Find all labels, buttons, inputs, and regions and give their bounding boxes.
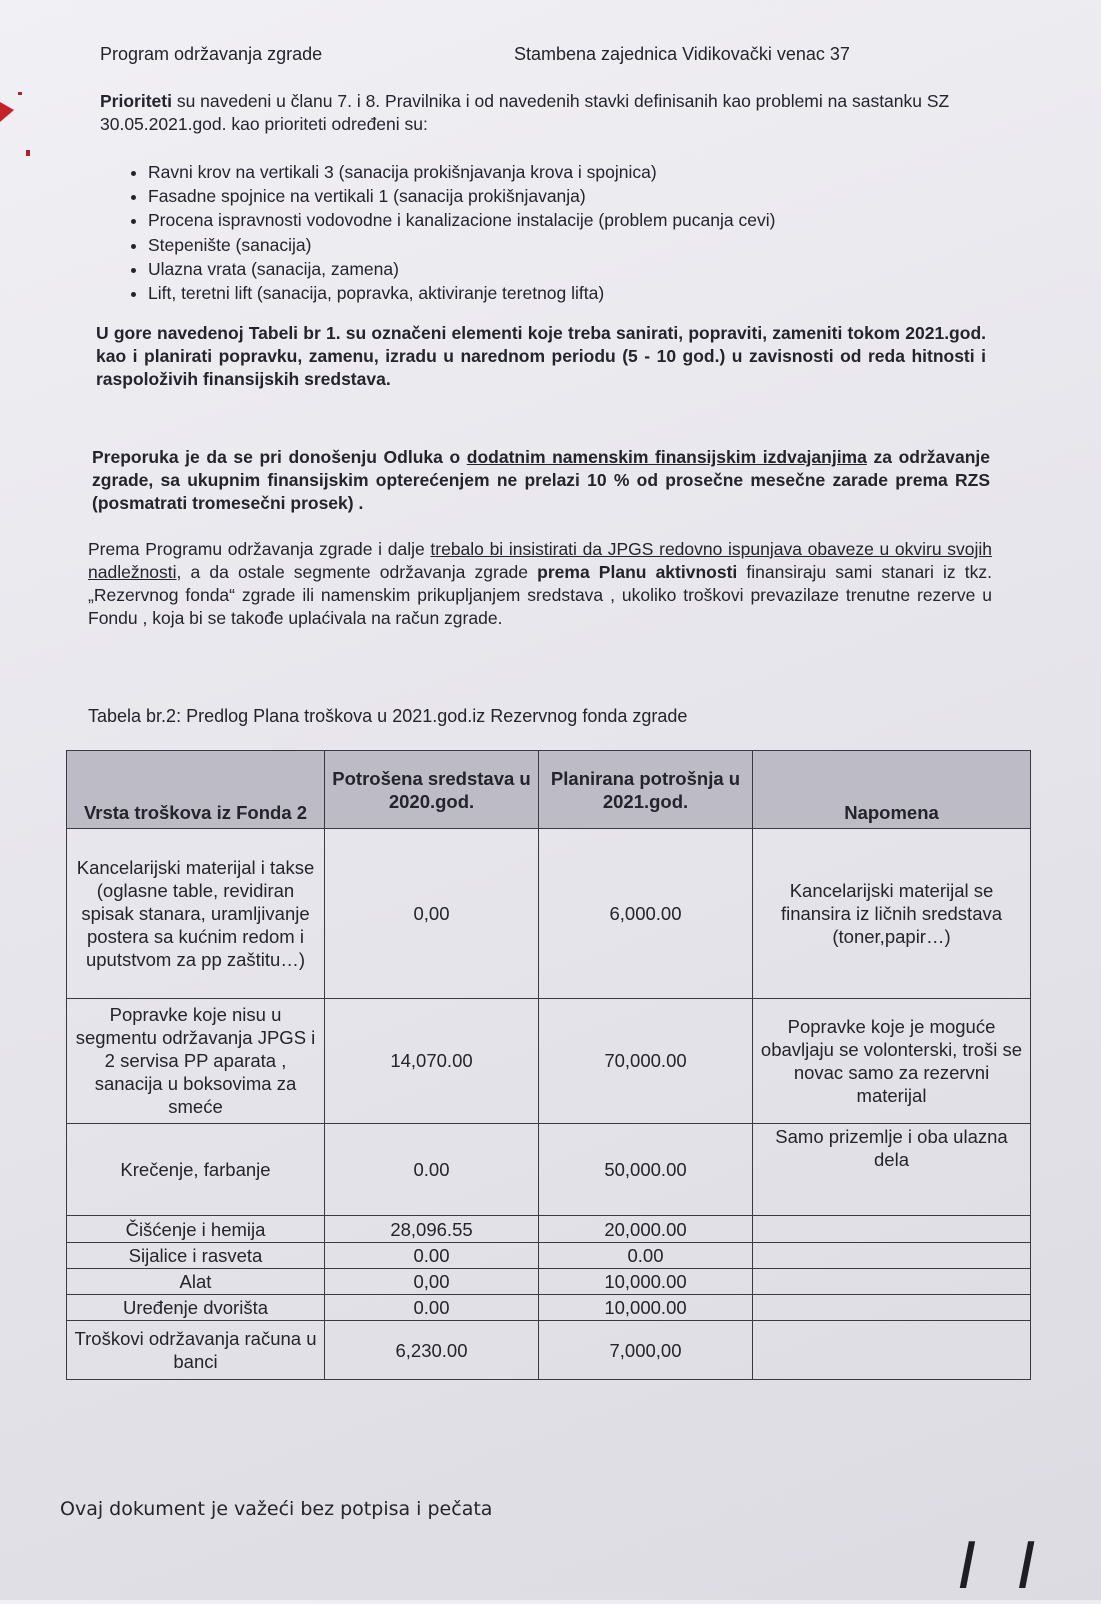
table-row bbox=[67, 1216, 1031, 1242]
header-left: Program održavanja zgrade bbox=[100, 44, 323, 64]
recommendation-underlined: dodatnim namenskim finansijskim izdvajanjima bbox=[466, 447, 867, 467]
col-header-note: Napomena bbox=[753, 751, 1031, 829]
cell-type: Uređenje dvorišta bbox=[67, 1295, 325, 1321]
cell-spent: 14,070.00 bbox=[325, 998, 539, 1123]
cell-type: Čišćenje i hemija bbox=[67, 1216, 325, 1242]
cell-note bbox=[753, 1216, 1031, 1242]
table-header-row bbox=[67, 751, 1031, 829]
cell-planned: 50,000.00 bbox=[539, 1123, 753, 1216]
cell-planned: 20,000.00 bbox=[539, 1216, 753, 1242]
cell-note bbox=[753, 1295, 1031, 1321]
program-underlined: trebalo bi insistirati da JPGS redovno ispunjava obaveze u okviru svojih nadležnosti bbox=[88, 539, 992, 582]
cell-spent: 6,230.00 bbox=[325, 1321, 539, 1380]
table1-paragraph: U gore navedenoj Tabeli br 1. su označeni elementi koje treba sanirati, popraviti, zameniti tokom 2021.god. kao i planirati popravku, zamenu, izradu u narednom periodu (5 - 10 god.) u zavisnosti od reda hitnosti i raspoloživih finansijskih sredstava. bbox=[96, 323, 986, 389]
priorities-lead: Prioriteti bbox=[100, 91, 172, 111]
cell-note: Samo prizemlje i oba ulazna dela bbox=[753, 1123, 1031, 1216]
cell-type: Popravke koje nisu u segmentu održavanja JPGS i 2 servisa PP aparata , sanacija u boksovima za smeće bbox=[67, 998, 325, 1123]
cost-plan-table bbox=[66, 750, 1031, 1380]
program-bold: prema Planu aktivnosti bbox=[537, 562, 738, 582]
priorities-intro bbox=[100, 90, 980, 136]
priority-item: • Ravni krov na vertikali 3 (sanacija prokišnjavanja krova i spojnica) bbox=[148, 160, 1008, 184]
priority-item: • Lift, teretni lift (sanacija, popravka, aktiviranje teretnog lifta) bbox=[148, 281, 1008, 305]
cell-spent: 0.00 bbox=[325, 1295, 539, 1321]
red-ink-marks bbox=[0, 80, 50, 170]
cell-planned: 70,000.00 bbox=[539, 998, 753, 1123]
cell-note bbox=[753, 1321, 1031, 1380]
priority-item: • Stepenište (sanacija) bbox=[148, 233, 1008, 257]
table-row bbox=[67, 829, 1031, 999]
cell-planned: 7,000,00 bbox=[539, 1321, 753, 1380]
priority-item: • Ulazna vrata (sanacija, zamena) bbox=[148, 257, 1008, 281]
cell-note bbox=[753, 1268, 1031, 1294]
priority-item: • Procena ispravnosti vodovodne i kanalizacione instalacije (problem pucanja cevi) bbox=[148, 208, 1008, 232]
cell-type: Krečenje, farbanje bbox=[67, 1123, 325, 1216]
program-paragraph bbox=[88, 538, 992, 630]
recommendation-text: Preporuka je da se pri donošenju Odluka o bbox=[92, 447, 467, 467]
cell-planned: 10,000.00 bbox=[539, 1295, 753, 1321]
table-caption: Tabela br.2: Predlog Plana troškova u 2021.god.iz Rezervnog fonda zgrade bbox=[88, 706, 688, 726]
table-row bbox=[67, 1123, 1031, 1216]
header-right: Stambena zajednica Vidikovački venac 37 bbox=[514, 44, 850, 64]
cell-note: Kancelarijski materijal se finansira iz ličnih sredstava (toner,papir…) bbox=[753, 829, 1031, 999]
cell-spent: 0.00 bbox=[325, 1123, 539, 1216]
table-row bbox=[67, 998, 1031, 1123]
cell-type: Alat bbox=[67, 1268, 325, 1294]
cell-spent: 0,00 bbox=[325, 1268, 539, 1294]
recommendation-paragraph bbox=[92, 446, 990, 515]
program-text-mid: , a da ostale segmente održavanja zgrade bbox=[176, 562, 538, 582]
cell-type: Kancelarijski materijal i takse (oglasne table, revidiran spisak stanara, uramljivanje postera sa kućnim redom i uputstvom za pp zaštitu…) bbox=[67, 829, 325, 999]
table-row bbox=[67, 1268, 1031, 1294]
cell-spent: 0,00 bbox=[325, 829, 539, 999]
program-text-end: finansiraju sami stanari iz tkz. „Rezervnog fonda“ zgrade ili namenskim prikupljanjem sredstava , ukoliko troškovi prevazilaze trenutne rezerve u Fondu , koja bi se takođe uplaćivala na račun zgrade. bbox=[88, 562, 993, 628]
cell-planned: 6,000.00 bbox=[539, 829, 753, 999]
cell-note: Popravke koje je moguće obavljaju se volonterski, troši se novac samo za rezervni materijal bbox=[753, 998, 1031, 1123]
cell-note bbox=[753, 1242, 1031, 1268]
page-marks: I I bbox=[958, 1530, 1047, 1604]
col-header-planned-2021: Planirana potrošnja u 2021.god. bbox=[539, 751, 753, 829]
cell-planned: 0.00 bbox=[539, 1242, 753, 1268]
cell-planned: 10,000.00 bbox=[539, 1268, 753, 1294]
cell-type: Troškovi održavanja računa u banci bbox=[67, 1321, 325, 1380]
cell-type: Sijalice i rasveta bbox=[67, 1242, 325, 1268]
table-row bbox=[67, 1295, 1031, 1321]
priority-list bbox=[112, 160, 1008, 305]
recommendation-text-end: za održavanje zgrade, sa ukupnim finansijskim opterećenjem ne prelazi 10 % od prosečne mesečne zarade prema RZS (posmatrati tromesečni prosek) . bbox=[92, 447, 990, 513]
validity-footer: Ovaj dokument je važeći bez potpisa i pečata bbox=[60, 1498, 493, 1520]
table-row bbox=[67, 1242, 1031, 1268]
priority-item: • Fasadne spojnice na vertikali 1 (sanacija prokišnjavanja) bbox=[148, 184, 1008, 208]
col-header-spent-2020: Potrošena sredstava u 2020.god. bbox=[325, 751, 539, 829]
priorities-lead-rest: su navedeni u članu 7. i 8. Pravilnika i od navedenih stavki definisanih kao problemi na sastanku SZ 30.05.2021.god. kao prioriteti određeni su: bbox=[100, 91, 950, 134]
cell-spent: 0.00 bbox=[325, 1242, 539, 1268]
col-header-type: Vrsta troškova iz Fonda 2 bbox=[67, 751, 325, 829]
table-row bbox=[67, 1321, 1031, 1380]
cell-spent: 28,096.55 bbox=[325, 1216, 539, 1242]
program-text: Prema Programu održavanja zgrade i dalje bbox=[88, 539, 431, 559]
